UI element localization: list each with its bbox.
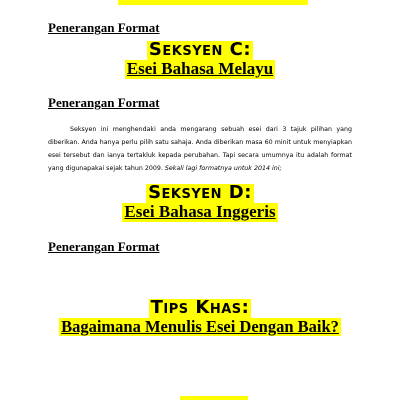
section-d-label: Seksyen D: xyxy=(148,182,252,203)
tips-header xyxy=(0,299,400,337)
section-d-format-heading: Penerangan Format xyxy=(48,239,160,254)
section-d-header xyxy=(0,184,400,222)
top-highlight-fragment xyxy=(118,0,308,5)
bottom-highlight-fragment xyxy=(180,396,248,400)
section-c-paragraph-main: Seksyen ini menghendaki anda mengarang sebuah esei dari 3 tajuk pilihan yang diberikan. Anda hanya perlu pilih satu sahaja. Anda diberikan masa 60 minit untuk menyiapkan esei tersebut dan ianya tertakluk kepada perubahan. Tapi secara umumnya itu adalah format yang digunapakai sejak tahun 2009. xyxy=(48,126,352,172)
section-c-label: Seksyen C: xyxy=(148,39,252,60)
section-c-header xyxy=(0,41,400,79)
section-c-paragraph-note: Sekali lagi formatnya untuk 2014 ini; xyxy=(164,165,282,172)
tips-label: Tips Khas: xyxy=(150,297,250,318)
tips-title: Bagaimana Menulis Esei Dengan Baik? xyxy=(61,317,339,336)
section-c-title: Esei Bahasa Melayu xyxy=(126,59,274,78)
section-d-title: Esei Bahasa Inggeris xyxy=(124,202,276,221)
section-c-format-heading: Penerangan Format xyxy=(48,95,160,110)
section-c-paragraph xyxy=(48,123,352,175)
format-heading-top: Penerangan Format xyxy=(48,20,160,35)
